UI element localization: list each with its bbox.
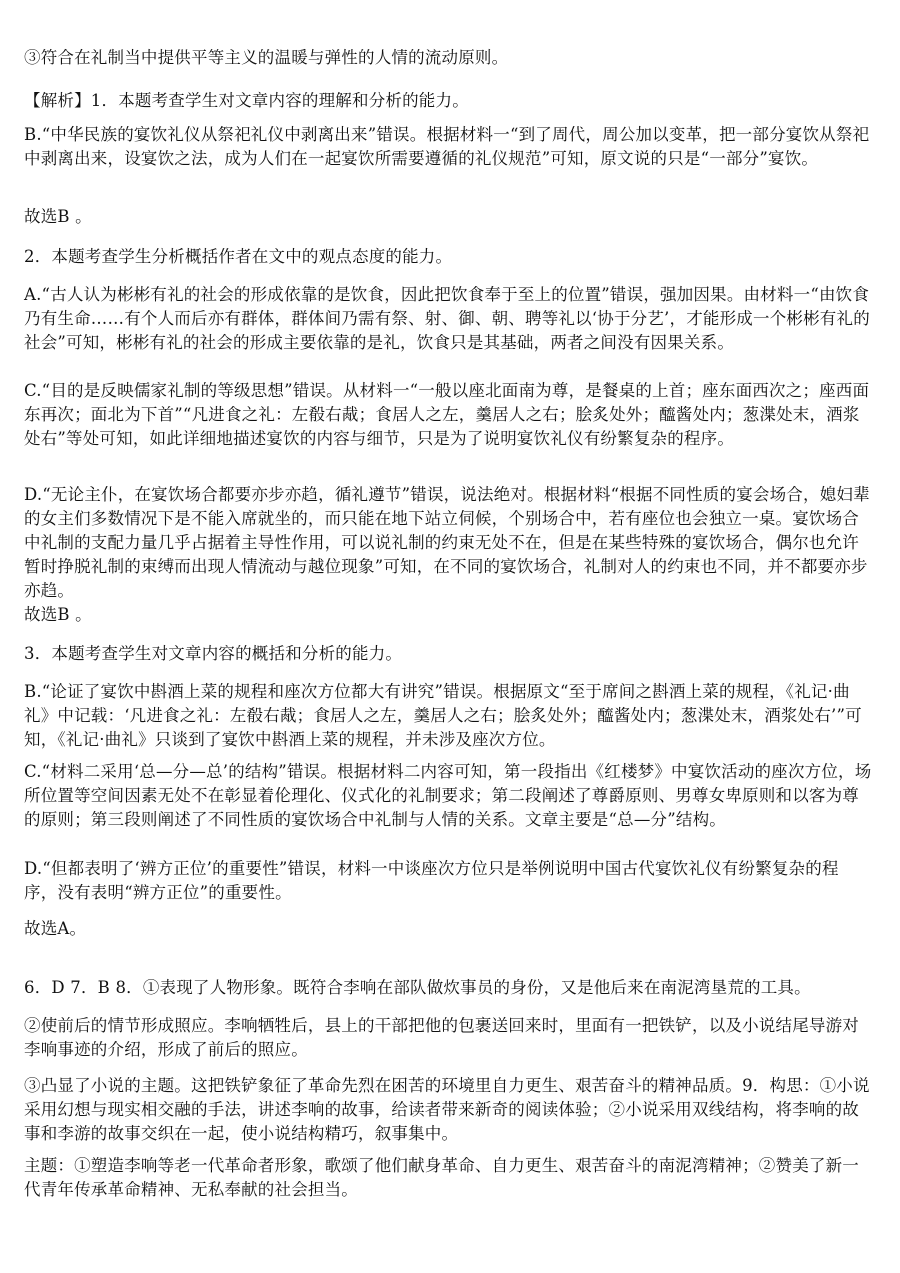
analysis-heading: 【解析】1．本题考查学生对文章内容的理解和分析的能力。 [24, 91, 469, 110]
answer-item-3: ③符合在礼制当中提供平等主义的温暖与弹性的人情的流动原则。 [24, 48, 509, 67]
analysis-q2-heading: 2．本题考查学生分析概括作者在文中的观点态度的能力。 [24, 247, 453, 266]
q1-conclusion: 故选B 。 [24, 207, 92, 226]
answer-9-theme: 主题：①塑造李响等老一代革命者形象，歌颂了他们献身革命、自力更生、艰苦奋斗的南泥湾精神；②赞美了新一代青年传承革命精神、无私奉献的社会担当。 [24, 1156, 859, 1199]
q3-conclusion: 故选A。 [24, 919, 87, 938]
answer-8-point-3-and-9: ③凸显了小说的主题。这把铁铲象征了革命先烈在困苦的环境里自力更生、艰苦奋斗的精神品质。9．构思：①小说采用幻想与现实相交融的手法，讲述李响的故事，给读者带来新奇的阅读体验；②小说采用双线结构，将李响的故事和李游的故事交织在一起，使小说结构精巧，叙事集中。 [24, 1076, 870, 1143]
analysis-q2-option-c: C.“目的是反映儒家礼制的等级思想”错误。从材料一“一般以座北面南为尊，是餐桌的上首；座东面西次之；座西面东再次；面北为下首”“凡进食之礼：左殽右胾；食居人之左，羹居人之右；脍炙处外；醯酱处内；葱渫处末，酒浆处右”等处可知，如此详细地描述宴饮的内容与细节，只是为了说明宴饮礼仪有纷繁复杂的程序。 [24, 381, 870, 448]
analysis-q3-option-c: C.“材料二采用‘总—分—总’的结构”错误。根据材料二内容可知，第一段指出《红楼梦》中宴饮活动的座次方位，场所位置等空间因素无处不在彰显着伦理化、仪式化的礼制要求；第二段阐述了尊爵原则、男尊女卑原则和以客为尊的原则；第三段则阐述了不同性质的宴饮场合中礼制与人情的关系。文章主要是“总—分”结构。 [24, 762, 872, 829]
analysis-q3-option-d: D.“但都表明了‘辨方正位’的重要性”错误，材料一中谈座次方位只是举例说明中国古代宴饮礼仪有纷繁复杂的程序，没有表明“辨方正位”的重要性。 [24, 859, 839, 902]
analysis-q3-heading: 3．本题考查学生对文章内容的概括和分析的能力。 [24, 644, 403, 663]
answer-8-point-2: ②使前后的情节形成照应。李响牺牲后，县上的干部把他的包裹送回来时，里面有一把铁铲，以及小说结尾导游对李响事迹的介绍，形成了前后的照应。 [24, 1016, 859, 1059]
analysis-q1-option-b: B.“中华民族的宴饮礼仪从祭祀礼仪中剥离出来”错误。根据材料一“到了周代，周公加以变革，把一部分宴饮从祭祀中剥离出来，设宴饮之法，成为人们在一起宴饮所需要遵循的礼仪规范”可知，原文说的只是“一部分”宴饮。 [24, 125, 870, 168]
analysis-q3-option-b: B.“论证了宴饮中斟酒上菜的规程和座次方位都大有讲究”错误。根据原文“至于席间之斟酒上菜的规程，《礼记·曲礼》中记载：‘凡进食之礼：左殽右胾；食居人之左，羹居人之右；脍炙处外；醯酱处内；葱渫处末，酒浆处右’”可知，《礼记·曲礼》只谈到了宴饮中斟酒上菜的规程，并未涉及座次方位。 [24, 682, 862, 749]
answers-6-7-8: 6．D 7．B 8．①表现了人物形象。既符合李响在部队做炊事员的身份，又是他后来在南泥湾垦荒的工具。 [24, 978, 811, 997]
q2-conclusion: 故选B 。 [24, 605, 92, 624]
analysis-q2-option-a: A.“古人认为彬彬有礼的社会的形成依靠的是饮食，因此把饮食奉于至上的位置”错误，强加因果。由材料一“由饮食乃有生命……有个人而后亦有群体，群体间乃需有祭、射、御、朝、聘等礼以‘协于分艺’，才能形成一个彬彬有礼的社会”可知，彬彬有礼的社会的形成主要依靠的是礼，饮食只是其基础，两者之间没有因果关系。 [24, 285, 870, 352]
analysis-q2-option-d: D.“无论主仆，在宴饮场合都要亦步亦趋，循礼遵节”错误，说法绝对。根据材料“根据不同性质的宴会场合，媳妇辈的女主们多数情况下是不能入席就坐的，而只能在地下站立伺候，个别场合中，若有座位也会独立一桌。宴饮场合中礼制的支配力量几乎占据着主导性作用，可以说礼制的约束无处不在，但是在某些特殊的宴饮场合，偶尔也允许暂时挣脱礼制的束缚而出现人情流动与越位现象”可知，在不同的宴饮场合，礼制对人的约束也不同，并不都要亦步亦趋。 [24, 485, 870, 600]
